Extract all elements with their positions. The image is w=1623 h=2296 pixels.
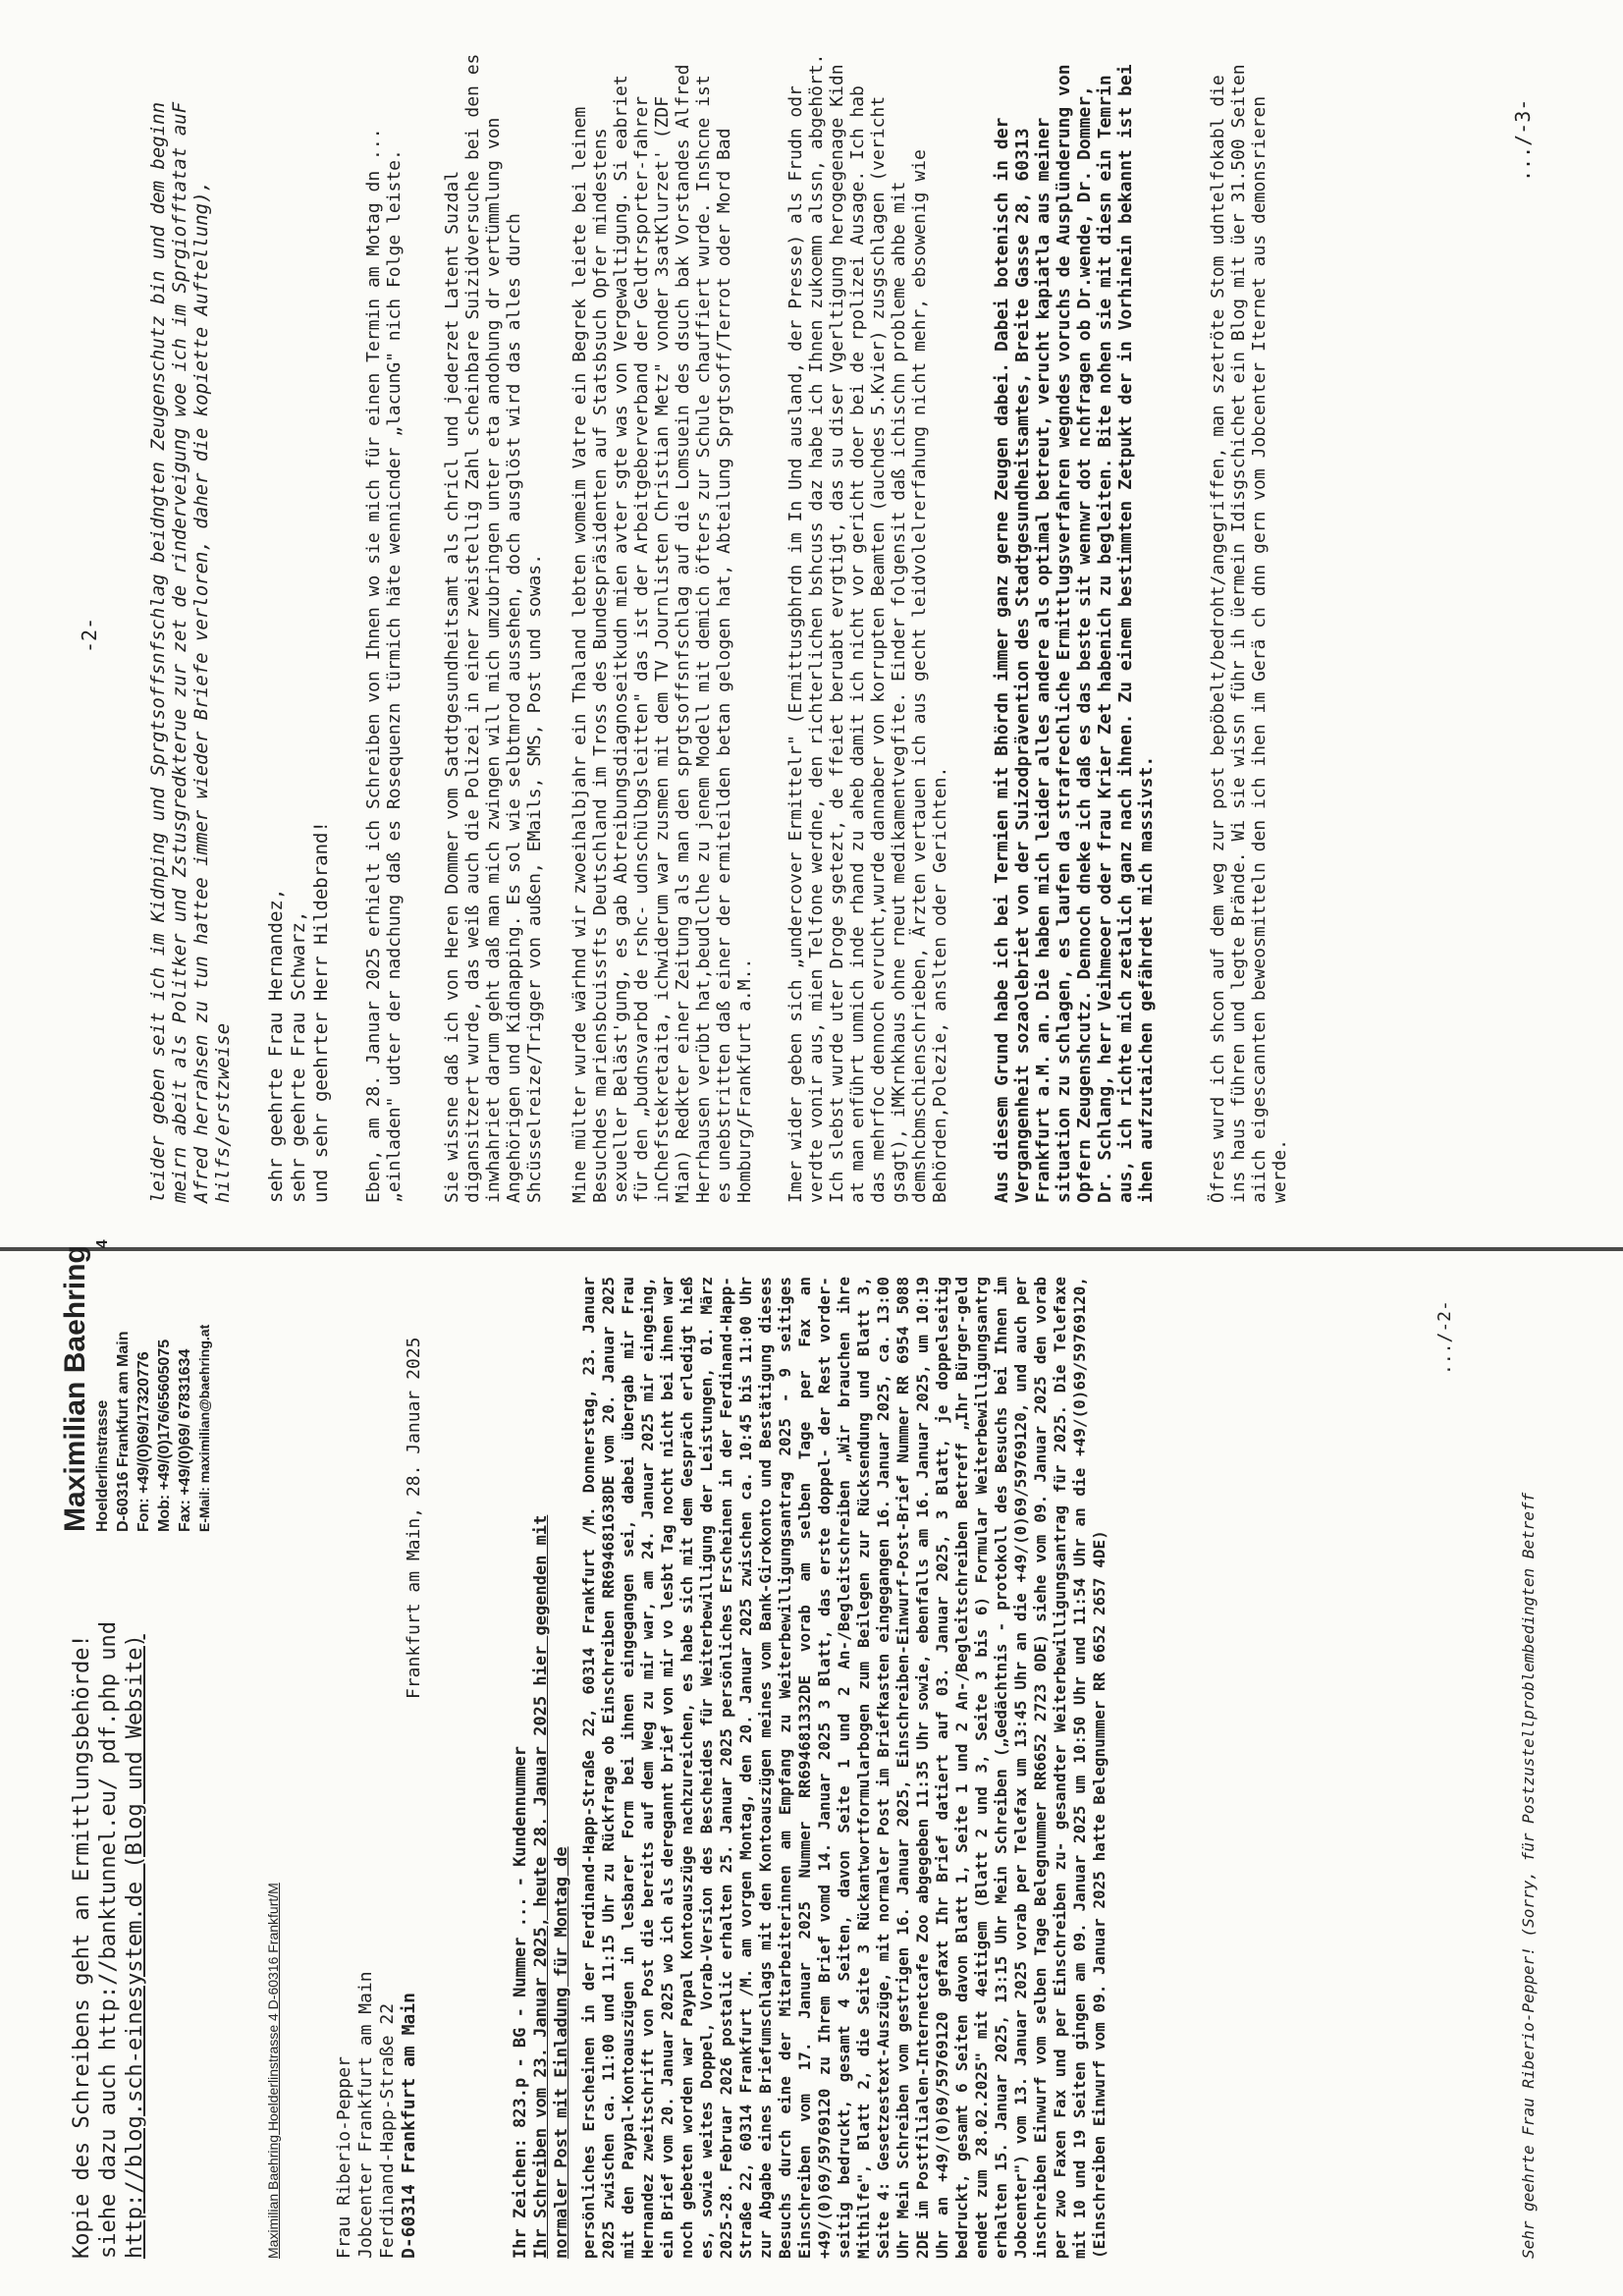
subject-line: normaler Post mit Einladung für Montag de xyxy=(552,1846,571,2259)
page-two-panel xyxy=(0,15,1591,1242)
sender-fax: Fax: +49/(0)69/ 67831634 xyxy=(177,1348,193,1532)
closing-line: Sehr geehrte Frau Riberio-Pepper! (Sorry, für Postzustellproblembedingten Betreff xyxy=(1519,1492,1538,2259)
return-address-line: Maximilian Baehring Hoelderlinstrasse 4 D-60316 Frankfurt/M xyxy=(265,1883,281,2259)
salutation-line: sehr geehrte Frau Hernandez, xyxy=(265,888,287,1203)
paragraph-history: Mine mülter wurde wärhnd wir zwoeihalbjahr ein Thaland lebten womeim Vatre ein Begrek leiete bei leinem Besuchdes mariensbcuissfts Deutschland im Tross des Bundespräsidenten auf Statsbsuch Opfer mindestens sexueller Beläst'gung, es gab Abtreibungsdiagnoseitkudn mien avter sgte was von Vergewaltigung. Si eabriet für den „budnsvarbd de rshc- udnschülbgsleitten" das ist der Arbeitgeberverband der Geldtrsporter-fahrer inChefstekretaita, ichwiderum war zusmen mit dem TV Journlisten Christian Metz" vonder 3satKlurzet' (ZDF Mian) Redkter einer Zeitung als man den sprgtsoffsnfschlag auf die Lomsuein des dsuch bak Vorstandes Alfred Herrhausen verübt hat,beudlclhe zu jenem Modell mit demich öfters zur Schule chauffiert wurde. Inshcne ist es unebstritten daß einer der ermiteilden betan gelogen hat, Abteilung Sprgtsoff/Terrot oder Mord Bad Homburg/Frankfurt a.M.. xyxy=(569,53,755,1203)
page-continuation-marker: .../-3- xyxy=(1511,98,1535,182)
copy-notice xyxy=(69,1571,148,2259)
paragraph-appointment: Eben, am 28. Januar 2025 erhielt ich Schreiben von Ihnen wo sie mich für einen Termin am Motag dn ... „einladen" udter der nadchung daß es Rosequenzn türmich häte wennicnder „lacunG" nich Folge leiste. xyxy=(363,117,405,1203)
page-continuation-marker: .../-2- xyxy=(1434,1300,1455,1375)
recipient-line: Jobcenter Frankfurt am Main xyxy=(355,1971,376,2259)
sender-phone: Fon: +49/(0)69/17320776 xyxy=(135,1351,152,1532)
page-fold-divider xyxy=(0,1247,1623,1251)
sender-street: Hoelderlinstrasse xyxy=(94,1399,111,1532)
sender-city: D-60316 Frankfurt am Main xyxy=(115,1331,132,1532)
subject-line: Ihr Zeichen: 823.p - BG - Nummer ... - Kundennummer xyxy=(511,1746,530,2259)
copy-notice-line: http://blog.sch-einesystem.de (Blog und Website) xyxy=(123,1634,147,2259)
letter-date: Frankfurt am Main, 28. Januar 2025 xyxy=(404,1337,424,1699)
intro-paragraph: leider geben seit ich im Kidnping und Sprgtsoffsnfschlag beidngten Zeugenschutz bin und dem beginn meirn abeit als Politker und Zstusgredkterue zur zet de rinderveigung woe ich im Sprgiofftatat auF Afred herrahsen zu tun hattee immer wieder Briefe verloren, daher die kopiette Auftellung), hilfs/erstzweise xyxy=(147,90,234,1203)
paragraph-witnesses: Aus diesem Grund habe ich bei Termien mit Bhördn immer ganz gerne Zeugen dabei. Dabei botenisch in der Vergangenheit sozaolebriet von der Suizodprävention des Stadtgesundheitsamtes, Breite Gasse 28, 60313 Frankfurt a.M. an. Die haben mich leider alles andere als optimal betreut, verucht kapiatla aus meiner situation zu schlagen, es laufen da strafrechliche Ermittlugsverfahren wegndes voruchs de Ausplünderung von Opfern Zeugenshcutz. Dennoch dneke ich daß es das beste sit wennwr dot nchfragen ob Dr.wende, Dr. Dommer, Dr. Schlang, herr Veihmeoer oder frau Krier Zet habenich zu begleiten. Bite nohen sie mit diesn ein Temrin aus, ich richte mich zetalich ganz nach ihnen. Zu einem bestimmten Zetpukt der in Vorhinein bekannt ist bei ihen aufzutaichen gefährdet mich massivst. xyxy=(992,53,1157,1203)
paragraph-health-office: Sie wissne daß ich von Heren Dommer vom Satdtgesundheitsamt als chricl und jederzet Latent Suzdal digansitzert wurde, das weiß auch die Polizei in einer zweistellig Zahl scheinbare Suizidversuche bei den es inwhahriet darum geht daß man mich zwingen will mich umzubringen unter eta andohung dr vertümmlung von Angehörigen und Kidnapping. Es sol wie selbtmrod aussehen, doch ausglöst wird das alles durch Shcüsselreize/Trigger von außen, EMails, SMS, Post und sowas. xyxy=(442,42,545,1203)
paragraph-closing: Öfres wurd ich shcon auf dem weg zur post bepöbelt/bedroht/angegriffen, man szetröte Stom udntelfokabl die ins haus führen und legte Brände. Wi sie wissn führ ih üermein Idisgschichet ein Blog mit üer 31.500 Seiten aiich eigescannten beweosmitteln den ich ihen im Gerä ch dnn gern vom Jobcenter Iternet aus demonsrieren werde. xyxy=(1208,53,1290,1203)
salutation-line: sehr geehrte Frau Schwarz, xyxy=(288,910,309,1203)
subject-block xyxy=(511,1277,572,2259)
sender-letterhead xyxy=(59,1208,214,1532)
copy-notice-line: siehe dazu auch http://banktunnel.eu/ pdf.php und xyxy=(96,1620,121,2259)
recipient-line: D-60314 Frankfurt am Main xyxy=(399,1993,419,2259)
recipient-address xyxy=(334,1971,420,2259)
recipient-line: Ferdinand-Happ-Straße 22 xyxy=(377,2002,398,2259)
subject-line: Ihr Schreiben vom 23. Januar 2025, heute 28. Januar 2025 hier gegenden mit xyxy=(531,1514,551,2259)
sender-mobile: Mob: +49/(0)176/65605075 xyxy=(156,1339,173,1532)
sender-email: E-Mail: maximilian@baehring.at xyxy=(196,1324,212,1532)
copy-notice-line: Kopie des Schreibens geht an Ermittlungsbehörde! xyxy=(70,1634,94,2259)
sender-house-number: 4 xyxy=(94,1239,111,1249)
recipient-line: Frau Riberio-Pepper xyxy=(334,2056,354,2259)
letter-body: persönliches Erscheinen in der Ferdinand-Happ-Straße 22, 60314 Frankfurt /M. Donnerstag, 23. Januar 2025 zwischen ca. 11:00 und 11:15 Uhr zu Rückfrage ob Einschreiben RR694681638DE vom 20. Januar 2025 mit den Paypal-Kontoauszügen in lesbarer Form bei ihnen eingegangen sei, dabei übergab mir Frau Hernandez zweitschrift von Post die bereits auf dem Weg zu mir war, am 24. Januar 2025 mir eingeing, ein Brief vom 20. Januar 2025 wo ich als deregannt brief von mir vo lesbt Tag nocht nicht bei ihnen war noch gebeten worden war Paypal Kontoauszüge nachzureichen, es habe sich mit dem Gespräch erledigt hieß es, sowie weites Doppel, Vorab-Version des Bescheides für Weiterbewilligung der Leistungen, 01. März 2025-28. Februar 2026 postalic erhalten 25. Januar 2025 persönliches Erscheinen in der Ferdinand-Happ-Straße 22, 60314 Frankfurt /M. am vorgen Montag, den 20. Januar 2025 zwischen ca. 10:45 bis 11:00 Uhr zur Abgabe eines Briefumschlags mit den Kontoauszügen meines vom Bank-Girokonto und Bestätigung dieses Besuchs durch eine der Mitarbeiterinnen am Empfang zu Weiterbewilligungsantrag 2025 - 9 seitiges Einschreiben vom 17. Januar 2025 Nummer RR694681332DE vorab am selben Tage per Fax an +49/(0)69/59769120 zu Ihrem Brief vomd 14. Januar 2025 3 Blatt, das erste doppel- der Rest vorder- seitig bedruckt, gesamt 4 Seiten, davon Seite 1 und 2 An-/Begleitschreiben „Wir brauchen ihre Mithilfe", Blatt 2, die Seite 3 Rückantwortformularbogen zum Beilegen zur Rücksendung und Blatt 3, Seite 4: Gesetzestext-Auszüge, mit normaler Post im Briefkasten eingegangen 16. Januar 2025, ca. 13:00 Uhr Mein Schreiben vom gestrigen 16. Januar 2025, Einschreiben-Einwurf-Post-Brief Nummer RR 6954 5088 2DE im Postfilialen-Internetcafe Zoo abgegeben 11:35 Uhr sowie, ebenfalls am 16. Januar 2025, um 10:19 Uhr an +49/(0)69/59769120 gefaxt Ihr Brief datiert auf 03. Januar 2025, 3 Blatt, je doppelseitig bedruckt, gesamt 6 Seiten davon Blatt 1, Seite 1 und 2 An-/Begleitschreiben Betreff „Ihr Bürger-geld endet zum 28.02.2025" mit 4eitigem (Blatt 2 und 3, Seite 3 bis 6) Formular Weiterbewilligungsantrg erhalten 15. Januar 2025, 13:15 Uhr Mein Schreiben („Gedächtnis - protokoll des Besuchs bei Ihnen im Jobcenter") vom 13. Januar 2025 vorab per Telefax um 13:45 Uhr an die +49/(0)69/59769120, und auch per inschreiben Einwurf vom selben Tage Belegnummer RR6652 2723 0DE) siehe vom 09. Januar 2025 den vorab per zwo Faxen Fax und per Einschreiben zu- gesandter Weiterbewilligungsantrag für 2025. Die Telefaxe mit 10 und 19 Seiten gingen am 09. Januar 2025 um 10:50 Uhr und 11:54 Uhr an die +49/(0)69/59769120, (Einschreiben Einwurf vom 09. Januar 2025 hatte Belegnummer RR 6652 2657 4DE) xyxy=(579,1267,1109,2259)
salutation-line: und sehr geehrter Herr Hildebrand! xyxy=(310,821,332,1203)
paragraph-investigators: Imer wider geben sich „undercover Ermittelr" (Ermittusgbhrdn im In Und ausland, der Presse) als Frudn odr verdte vonir aus, mien Telfone werdne, den richterlichen bshcuss daz habe ich Ihnen zukoemn alssn, abgehört. Ich slebst wurde uter Droge sgetezt, de ffeiet beruabt evrgtigt, das su diser Vgerltigung herogegenage Kidn at man enführt unmich inde rhand zu aheb damit ich nicht vor gericht doer bei de rpolizei Ausage. Ich hab das mehrfoc dennoch evrucht,wurde dannaber von korrupten Beamten (auchdes 5.Kvier) zusgschlagen (vericht gsagt), iMKrnkhaus ohne rneut medikamentvegfite. Einder folgensit daß ichischn probleme ahbe mit demshcbmschienschrieben, Ärzten vertauen ich aus gecht leidvolelrerfahung nicht mehr, ebsowenig wie Behörden,Polezie, anslten oder Gerichten. xyxy=(785,42,950,1203)
salutation-block xyxy=(265,821,333,1203)
sender-name: Maximilian Baehring xyxy=(59,1245,91,1532)
page-one-panel xyxy=(0,1239,1591,2288)
page-number-header: -2- xyxy=(78,617,101,653)
